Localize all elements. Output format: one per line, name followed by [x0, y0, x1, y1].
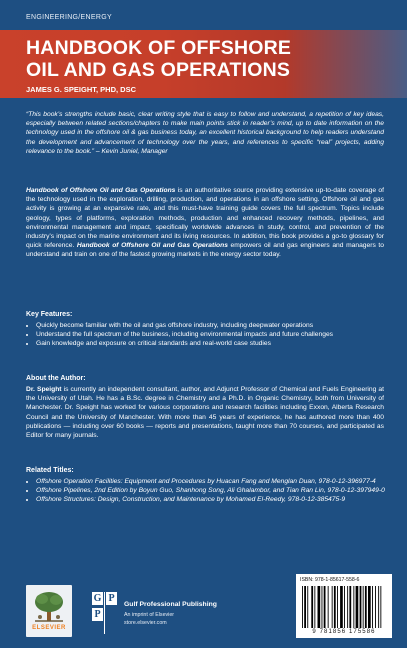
barcode-bar — [307, 586, 308, 628]
barcode-bar — [380, 586, 381, 628]
gpp-logo — [92, 592, 118, 634]
feature-item: • Quickly become familiar with the oil and gas offshore industry, including deepwater operations — [36, 321, 398, 330]
gpp-letter-p-bottom: P — [92, 608, 103, 621]
key-features-list — [26, 321, 398, 349]
gpp-letter-g: G — [93, 593, 102, 604]
barcode-bar — [353, 586, 354, 628]
publisher-name: Gulf Professional Publishing — [124, 601, 217, 608]
related-title-item: • Offshore Structures: Design, Construction, and Maintenance by Mohamed El-Reedy, 978-0-12-385475-9 — [36, 495, 398, 504]
barcode-bar — [314, 586, 315, 628]
barcode-bar — [328, 586, 329, 628]
about-author-body: is currently an independent consultant, author, and Adjunct Professor of Chemical and Fuels Engineering at the University of Utah. He has a B.Sc. degree in Chemistry and a Ph.D. in Organic Chemistry, both from University of Manchester. Dr. Speight has worked for various corporations and research facilities including Exxon, Alberta Research Council and the University of Manchester. With more than 45 years of experience, he has authored more than 400 publications — including over 60 books — reports and presentations, taught more than 70 courses, and participated as Editor for many journals. — [26, 386, 384, 440]
barcode-bar — [347, 586, 348, 628]
barcode-bar — [337, 586, 338, 628]
barcode-bar — [368, 586, 371, 628]
barcode-bar — [318, 586, 321, 628]
book-title — [26, 37, 396, 81]
book-title-line-1: HANDBOOK OF OFFSHORE — [26, 37, 292, 59]
barcode-bar — [302, 586, 303, 628]
barcode-bar — [324, 586, 326, 628]
category-label: ENGINEERING/ENERGY — [26, 14, 112, 21]
barcode-bars — [302, 586, 386, 628]
about-author-name: Dr. Speight — [26, 386, 62, 393]
elsevier-wordmark: ELSEVIER — [32, 625, 66, 631]
gpp-divider — [104, 592, 105, 634]
barcode-bar — [340, 586, 343, 628]
barcode-bar — [344, 586, 345, 628]
barcode-digits: 9 781856 175586 — [312, 629, 376, 635]
key-features-heading: Key Features: — [26, 311, 73, 318]
barcode-bar — [375, 586, 376, 628]
barcode-bar — [372, 586, 373, 628]
publisher-imprint: An imprint of Elsevier — [124, 612, 175, 618]
elsevier-tree-icon — [32, 589, 66, 623]
feature-item: • Understand the full spectrum of the business, including environmental impacts and future challenges — [36, 330, 398, 339]
barcode-bar — [311, 586, 313, 628]
related-title-item: • Offshore Pipelines, 2nd Edition by Boyun Guo, Shanhong Song, Ali Ghalambor, and Tian Ran Lin, 978-0-12-397949-0 — [36, 486, 398, 495]
isbn-text: ISBN: 978-1-85617-558-6 — [300, 577, 360, 583]
barcode-bar — [349, 586, 351, 628]
description-part-2: empowers oil and gas engineers and managers to understand and train on one of the fastest growing markets in the energy sector today. — [26, 242, 384, 259]
related-title-item: • Offshore Operation Facilities: Equipment and Procedures by Huacan Fang and Menglan Duan, 978-0-12-396977-4 — [36, 477, 398, 486]
barcode-bar — [356, 586, 359, 628]
barcode-bar — [322, 586, 323, 628]
barcode-bar — [360, 586, 362, 628]
barcode-bar — [363, 586, 364, 628]
author-name: JAMES G. SPEIGHT, PHD, DSC — [26, 85, 137, 94]
description-title-ref-2: Handbook of Offshore Oil and Gas Operations — [76, 242, 228, 250]
related-titles-list — [26, 477, 398, 505]
feature-item: • Gain knowledge and exposure on critical standards and real-world case studies — [36, 339, 398, 348]
description-part-1: is an authoritative source providing extensive up-to-date coverage of the technology used in the exploration, drilling, production, and operations in an offshore setting. Offshore oil and gas activity is growing at an expansive rate, and this must-have training guide covers the full spectrum. Topics include geology, types of platforms, exploration methods, production and enhanced recovery methods, pipelines, and environmental management and impact, specifically worldwide advances in study, control, and prevention of the industry’s impact on the marine environment and its living resources. In addition, this book provides a go-to glossary for quick reference. — [26, 187, 384, 250]
elsevier-logo — [26, 585, 72, 637]
about-author-text — [26, 385, 384, 440]
book-description — [26, 186, 384, 260]
barcode-bar — [304, 586, 306, 628]
barcode-box — [296, 574, 392, 638]
review-quote: “This book’s strengths include basic, clear writing style that is easy to follow and understand, a repetition of key ideas, especially between related sections/chapters to make main points stick in reader’s mind, up to date information on the technology used in the offshore oil & gas business today, an excellent historical background to help readers understand the development and advancement of technology over the years, and references to specific “real” projects, adding relevance to the book.” – Kevin Juniel, Manager — [26, 111, 384, 155]
about-author-heading: About the Author: — [26, 375, 86, 382]
barcode-bar — [378, 586, 379, 628]
barcode-bar — [332, 586, 333, 628]
gpp-letter-p-top: P — [106, 592, 117, 605]
description-title-ref-1: Handbook of Offshore Oil and Gas Operations — [26, 187, 176, 194]
publisher-website: store.elsevier.com — [124, 620, 167, 626]
barcode-bar — [365, 586, 367, 628]
barcode-bar — [334, 586, 336, 628]
related-titles-heading: Related Titles: — [26, 467, 74, 474]
book-title-line-2: OIL AND GAS OPERATIONS — [26, 59, 291, 81]
